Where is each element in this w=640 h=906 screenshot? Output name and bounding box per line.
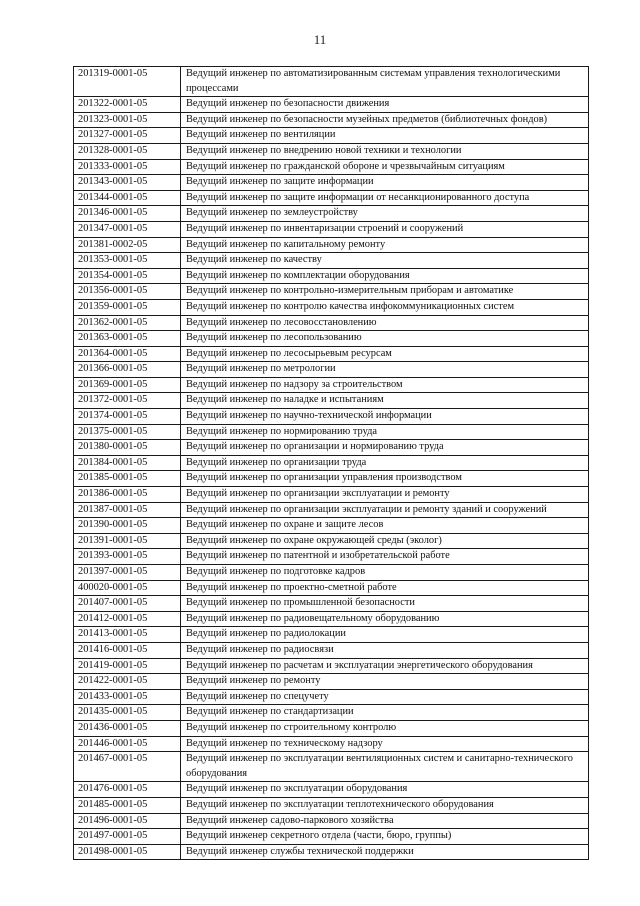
position-title: Ведущий инженер по организации труда [181,455,589,471]
position-code: 201374-0001-05 [74,409,181,425]
position-title: Ведущий инженер по проектно-сметной работе [181,580,589,596]
table-row [74,377,589,393]
position-code: 201319-0001-05 [74,67,181,97]
table-row [74,268,589,284]
position-code: 201322-0001-05 [74,97,181,113]
position-code: 201323-0001-05 [74,112,181,128]
table-row [74,471,589,487]
position-code: 201372-0001-05 [74,393,181,409]
table-row [74,331,589,347]
position-code: 201498-0001-05 [74,844,181,860]
table-row [74,813,589,829]
table-row [74,689,589,705]
table-row [74,658,589,674]
position-title: Ведущий инженер по метрологии [181,362,589,378]
table-row [74,143,589,159]
table-row [74,206,589,222]
position-title: Ведущий инженер по вентиляции [181,128,589,144]
position-code: 201412-0001-05 [74,611,181,627]
position-code: 201333-0001-05 [74,159,181,175]
positions-table-body [74,67,589,860]
position-code: 201328-0001-05 [74,143,181,159]
table-row [74,533,589,549]
position-title: Ведущий инженер по гражданской обороне и чрезвычайным ситуациям [181,159,589,175]
position-title: Ведущий инженер по контрольно-измерительным приборам и автоматике [181,284,589,300]
position-code: 201390-0001-05 [74,518,181,534]
position-code: 201380-0001-05 [74,440,181,456]
position-title: Ведущий инженер по охране и защите лесов [181,518,589,534]
table-row [74,237,589,253]
position-code: 201413-0001-05 [74,627,181,643]
position-title: Ведущий инженер по защите информации от несанкционированного доступа [181,190,589,206]
position-title: Ведущий инженер по контролю качества инфокоммуникационных систем [181,299,589,315]
position-title: Ведущий инженер секретного отдела (части, бюро, группы) [181,829,589,845]
position-title: Ведущий инженер по подготовке кадров [181,565,589,581]
position-code: 201366-0001-05 [74,362,181,378]
position-title: Ведущий инженер по патентной и изобретательской работе [181,549,589,565]
table-row [74,487,589,503]
table-row [74,424,589,440]
table-row [74,502,589,518]
position-code: 201364-0001-05 [74,346,181,362]
position-code: 201485-0001-05 [74,797,181,813]
table-row [74,221,589,237]
table-row [74,674,589,690]
table-row [74,627,589,643]
table-row [74,736,589,752]
position-title: Ведущий инженер по охране окружающей среды (эколог) [181,533,589,549]
position-code: 201353-0001-05 [74,253,181,269]
position-title: Ведущий инженер по расчетам и эксплуатации энергетического оборудования [181,658,589,674]
table-row [74,549,589,565]
position-code: 201476-0001-05 [74,782,181,798]
position-title: Ведущий инженер по защите информации [181,175,589,191]
table-row [74,440,589,456]
table-row [74,409,589,425]
position-title: Ведущий инженер по капитальному ремонту [181,237,589,253]
position-title: Ведущий инженер по безопасности движения [181,97,589,113]
position-title: Ведущий инженер по лесопользованию [181,331,589,347]
position-code: 201347-0001-05 [74,221,181,237]
position-title: Ведущий инженер по эксплуатации оборудования [181,782,589,798]
position-title: Ведущий инженер по автоматизированным системам управления технологическими процессами [181,67,589,97]
position-code: 201359-0001-05 [74,299,181,315]
table-row [74,580,589,596]
table-row [74,393,589,409]
position-title: Ведущий инженер по лесовосстановлению [181,315,589,331]
position-title: Ведущий инженер по строительному контролю [181,720,589,736]
position-title: Ведущий инженер по радиолокации [181,627,589,643]
position-code: 201467-0001-05 [74,752,181,782]
position-code: 201393-0001-05 [74,549,181,565]
position-title: Ведущий инженер по надзору за строительством [181,377,589,393]
table-row [74,829,589,845]
table-row [74,190,589,206]
position-title: Ведущий инженер по лесосырьевым ресурсам [181,346,589,362]
position-title: Ведущий инженер по радиовещательному оборудованию [181,611,589,627]
position-code: 201343-0001-05 [74,175,181,191]
table-row [74,346,589,362]
table-row [74,159,589,175]
table-row [74,112,589,128]
position-code: 201354-0001-05 [74,268,181,284]
table-row [74,844,589,860]
table-row [74,596,589,612]
position-title: Ведущий инженер по нормированию труда [181,424,589,440]
position-code: 201433-0001-05 [74,689,181,705]
position-title: Ведущий инженер по эксплуатации вентиляционных систем и санитарно-технического оборудования [181,752,589,782]
position-code: 201362-0001-05 [74,315,181,331]
position-title: Ведущий инженер по землеустройству [181,206,589,222]
table-row [74,67,589,97]
position-code: 201496-0001-05 [74,813,181,829]
position-code: 201386-0001-05 [74,487,181,503]
table-row [74,752,589,782]
table-row [74,705,589,721]
table-row [74,642,589,658]
table-row [74,175,589,191]
position-title: Ведущий инженер по промышленной безопасности [181,596,589,612]
position-title: Ведущий инженер по качеству [181,253,589,269]
position-title: Ведущий инженер по организации управления производством [181,471,589,487]
table-row [74,565,589,581]
position-code: 201344-0001-05 [74,190,181,206]
position-code: 201385-0001-05 [74,471,181,487]
position-code: 201391-0001-05 [74,533,181,549]
position-code: 201381-0002-05 [74,237,181,253]
position-title: Ведущий инженер по наладке и испытаниям [181,393,589,409]
position-title: Ведущий инженер по стандартизации [181,705,589,721]
position-code: 201356-0001-05 [74,284,181,300]
position-code: 201375-0001-05 [74,424,181,440]
position-code: 201363-0001-05 [74,331,181,347]
table-row [74,253,589,269]
position-title: Ведущий инженер по спецучету [181,689,589,705]
position-code: 201387-0001-05 [74,502,181,518]
position-code: 201384-0001-05 [74,455,181,471]
position-code: 201346-0001-05 [74,206,181,222]
position-title: Ведущий инженер по эксплуатации теплотехнического оборудования [181,797,589,813]
table-row [74,284,589,300]
position-title: Ведущий инженер по ремонту [181,674,589,690]
position-title: Ведущий инженер по комплектации оборудования [181,268,589,284]
position-title: Ведущий инженер садово-паркового хозяйства [181,813,589,829]
position-title: Ведущий инженер службы технической поддержки [181,844,589,860]
position-title: Ведущий инженер по научно-технической информации [181,409,589,425]
position-title: Ведущий инженер по внедрению новой техники и технологии [181,143,589,159]
positions-table [73,66,589,860]
position-code: 201436-0001-05 [74,720,181,736]
position-code: 201422-0001-05 [74,674,181,690]
table-row [74,611,589,627]
table-row [74,720,589,736]
position-code: 201397-0001-05 [74,565,181,581]
page-number: 11 [313,32,327,47]
position-title: Ведущий инженер по организации эксплуатации и ремонту зданий и сооружений [181,502,589,518]
position-code: 201419-0001-05 [74,658,181,674]
position-code: 201416-0001-05 [74,642,181,658]
position-title: Ведущий инженер по техническому надзору [181,736,589,752]
position-code: 201327-0001-05 [74,128,181,144]
position-title: Ведущий инженер по радиосвязи [181,642,589,658]
position-code: 400020-0001-05 [74,580,181,596]
position-code: 201446-0001-05 [74,736,181,752]
table-row [74,97,589,113]
position-title: Ведущий инженер по инвентаризации строений и сооружений [181,221,589,237]
table-row [74,455,589,471]
position-code: 201369-0001-05 [74,377,181,393]
table-row [74,362,589,378]
table-row [74,797,589,813]
position-code: 201435-0001-05 [74,705,181,721]
table-row [74,128,589,144]
position-code: 201497-0001-05 [74,829,181,845]
position-code: 201407-0001-05 [74,596,181,612]
position-title: Ведущий инженер по безопасности музейных предметов (библиотечных фондов) [181,112,589,128]
position-title: Ведущий инженер по организации эксплуатации и ремонту [181,487,589,503]
table-row [74,299,589,315]
table-row [74,782,589,798]
table-row [74,518,589,534]
position-title: Ведущий инженер по организации и нормированию труда [181,440,589,456]
table-row [74,315,589,331]
